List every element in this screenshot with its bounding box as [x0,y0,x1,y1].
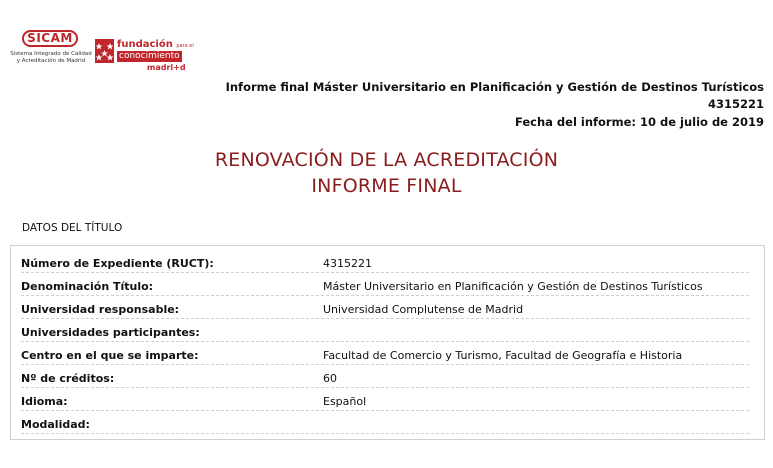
field-label: Denominación Título: [21,280,154,293]
field-label: Universidades participantes: [21,326,200,339]
conocimiento-text: conocimiento [119,51,180,61]
sicam-logo [8,28,94,78]
field-value: 4315221 [323,257,372,270]
field-label: Modalidad: [21,418,90,431]
title-data-box [10,245,765,440]
report-title: Informe final Máster Universitario en Planificación y Gestión de Destinos Turísticos [225,80,764,94]
field-row-denominacion [21,277,749,296]
field-row-participantes [21,323,749,342]
main-title-line-2: INFORME FINAL [311,175,462,197]
field-label: Número de Expediente (RUCT): [21,257,214,270]
madrid-text: madri+d [147,63,186,72]
field-row-idioma [21,392,749,411]
fundacion-text: fundación para el [117,39,194,50]
field-row-creditos [21,369,749,388]
field-row-ruct [21,254,749,273]
field-row-centro [21,346,749,365]
sicam-badge: SICAM [22,30,78,47]
section-label: DATOS DEL TÍTULO [22,222,123,234]
madrid-flag-icon [95,39,114,63]
sicam-subtitle-1: Sistema Integrado de Calidad [10,51,92,57]
report-date: Fecha del informe: 10 de julio de 2019 [514,115,764,129]
report-code: 4315221 [707,97,764,111]
field-value: 60 [323,372,337,385]
main-title-line-1: RENOVACIÓN DE LA ACREDITACIÓN [214,149,559,171]
field-row-modalidad [21,415,749,434]
sicam-subtitle-2: y Acreditación de Madrid [16,58,86,64]
field-row-universidad [21,300,749,319]
field-label: Universidad responsable: [21,303,180,316]
field-label: Idioma: [21,395,68,408]
field-value: Máster Universitario en Planificación y Gestión de Destinos Turísticos [323,280,703,293]
field-label: Nº de créditos: [21,372,115,385]
fundacion-logo [95,38,195,74]
field-value: Español [323,395,367,408]
field-value: Facultad de Comercio y Turismo, Facultad de Geografía e Historia [323,349,683,362]
field-value: Universidad Complutense de Madrid [323,303,524,316]
field-label: Centro en el que se imparte: [21,349,199,362]
